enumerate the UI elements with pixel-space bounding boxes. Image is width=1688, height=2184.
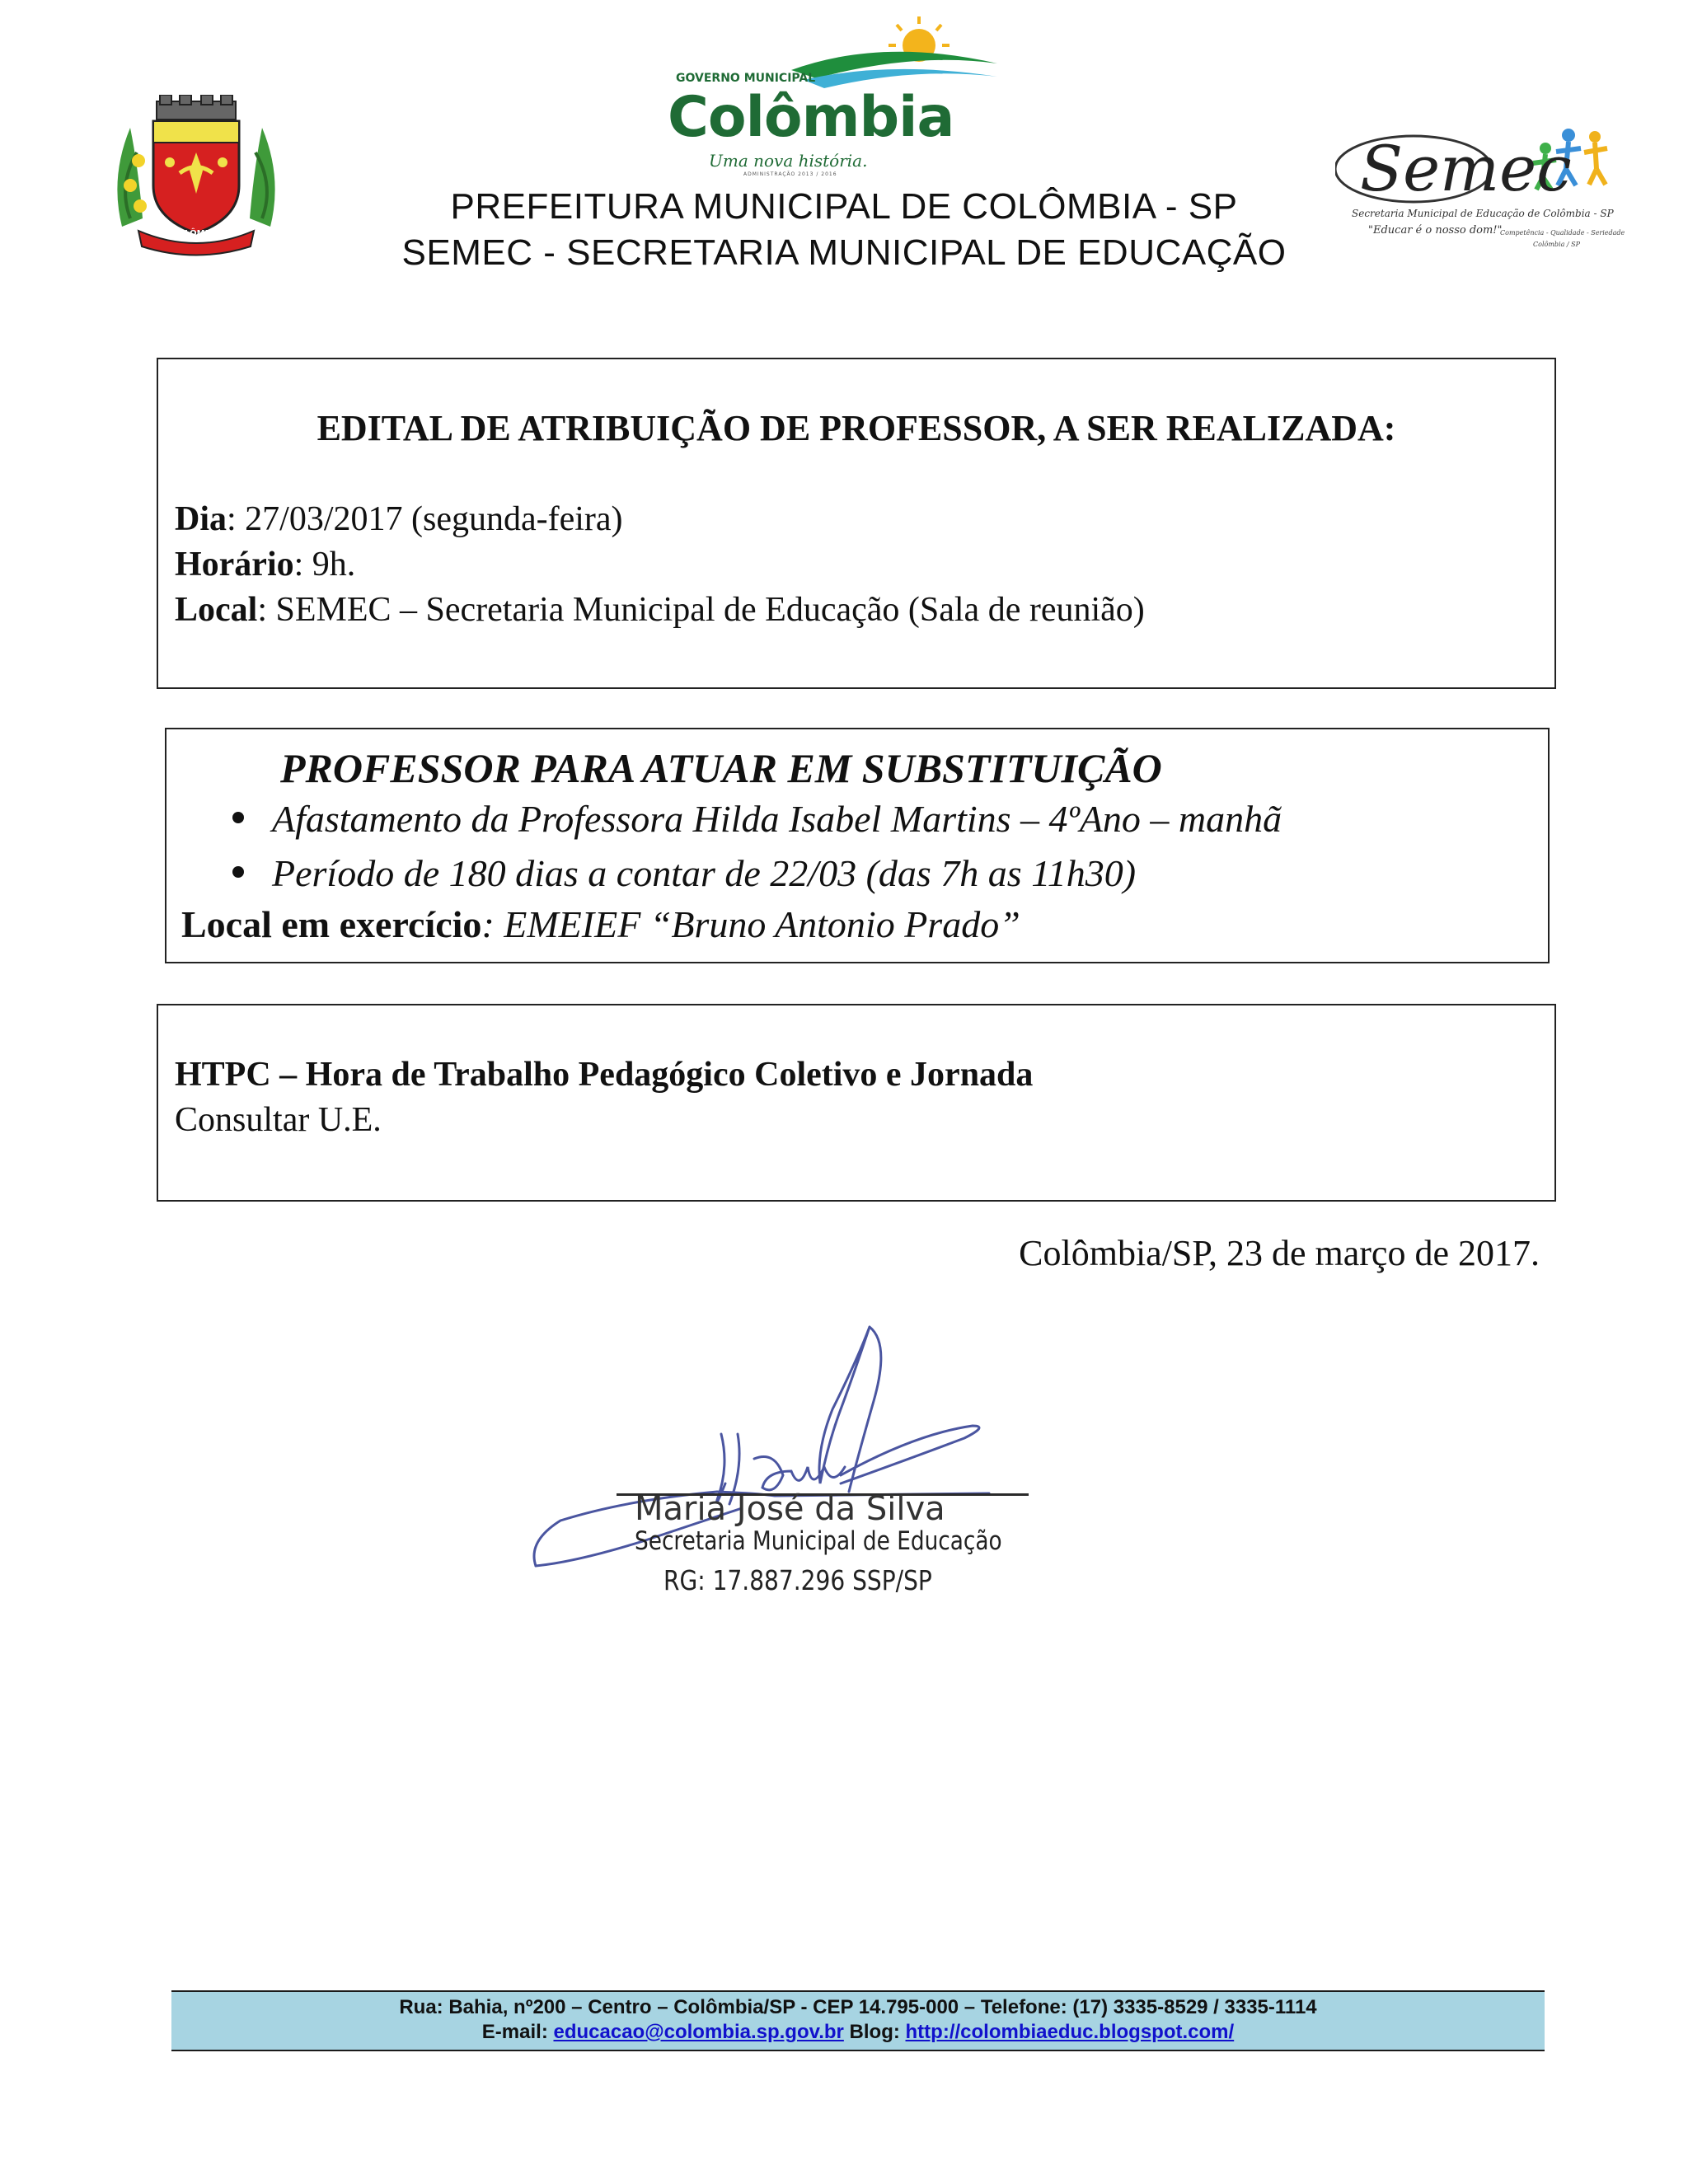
document-date: Colômbia/SP, 23 de março de 2017. xyxy=(1019,1233,1540,1273)
edital-dia-line xyxy=(175,499,623,539)
edital-horario-line xyxy=(175,545,355,584)
header-title-semec: SEMEC - SECRETARIA MUNICIPAL DE EDUCAÇÃO xyxy=(401,232,1287,273)
list-item xyxy=(232,797,1282,841)
local-value: : SEMEC – Secretaria Municipal de Educação (Sala de reunião) xyxy=(257,591,1145,629)
government-colombia-logo xyxy=(668,12,1014,177)
local-exercicio-value: : EMEIEF “Bruno Antonio Prado” xyxy=(481,903,1020,945)
bullet-icon xyxy=(232,866,244,878)
semec-logo-name: Semec xyxy=(1360,132,1572,205)
substituicao-box xyxy=(165,728,1550,963)
htpc-subtitle: Consultar U.E. xyxy=(175,1101,382,1139)
edital-box xyxy=(157,358,1556,689)
header-title-prefeitura: PREFEITURA MUNICIPAL DE COLÔMBIA - SP xyxy=(450,186,1238,227)
horario-value: : 9h. xyxy=(293,546,356,583)
gov-logo-name: Colômbia xyxy=(668,85,954,150)
semec-logo-subtitle: Secretaria Municipal de Educação de Colômbia - SP xyxy=(1352,208,1614,219)
dia-label: Dia xyxy=(175,500,227,538)
bullet-text-periodo: Período de 180 dias a contar de 22/03 (das 7h as 11h30) xyxy=(272,852,1137,894)
local-exercicio-label: Local em exercício xyxy=(181,903,482,945)
blog-link[interactable]: http://colombiaeduc.blogspot.com/ xyxy=(905,2021,1235,2043)
edital-local-line xyxy=(175,590,1145,630)
footer-contact-bar xyxy=(171,1990,1545,2051)
dia-value: : 27/03/2017 (segunda-feira) xyxy=(227,500,623,538)
footer-contacts xyxy=(171,2021,1545,2044)
gov-logo-slogan: Uma nova história. xyxy=(709,151,868,171)
bullet-icon xyxy=(232,812,244,823)
local-exercicio-line xyxy=(181,902,1020,946)
crest-label: COLÔMBIA xyxy=(171,229,221,238)
semec-logo xyxy=(1335,124,1657,268)
signatory-name: Maria José da Silva xyxy=(635,1490,945,1528)
email-link[interactable]: educacao@colombia.sp.gov.br xyxy=(553,2021,844,2043)
gov-logo-admin: ADMINISTRAÇÃO 2013 / 2016 xyxy=(743,171,837,177)
blog-label: Blog: xyxy=(843,2021,906,2043)
substituicao-title: PROFESSOR PARA ATUAR EM SUBSTITUIÇÃO xyxy=(280,745,1162,791)
email-label: E-mail: xyxy=(481,2021,554,2043)
horario-label: Horário xyxy=(175,546,294,583)
footer-address: Rua: Bahia, nº200 – Centro – Colômbia/SP - CEP 14.795-000 – Telefone: (17) 3335-8529 / 3335-1114 xyxy=(399,1996,1317,2018)
signatory-role: Secretaria Municipal de Educação xyxy=(635,1526,1002,1556)
signatory-rg: RG: 17.887.296 SSP/SP xyxy=(663,1564,932,1596)
semec-logo-values: Competência - Qualidade - Seriedade xyxy=(1500,229,1625,237)
edital-title: EDITAL DE ATRIBUIÇÃO DE PROFESSOR, A SER REALIZADA: xyxy=(316,408,1396,448)
list-item xyxy=(232,851,1136,895)
htpc-box xyxy=(157,1004,1556,1202)
bullet-text-afastamento: Afastamento da Professora Hilda Isabel Martins – 4ºAno – manhã xyxy=(272,798,1282,840)
htpc-title: HTPC – Hora de Trabalho Pedagógico Coletivo e Jornada xyxy=(175,1056,1034,1094)
gov-logo-top-text: GOVERNO MUNICIPAL xyxy=(676,72,816,85)
local-label: Local xyxy=(175,591,258,629)
semec-logo-city: Colômbia / SP xyxy=(1533,241,1580,248)
semec-logo-motto: "Educar é o nosso dom!" xyxy=(1368,224,1503,237)
